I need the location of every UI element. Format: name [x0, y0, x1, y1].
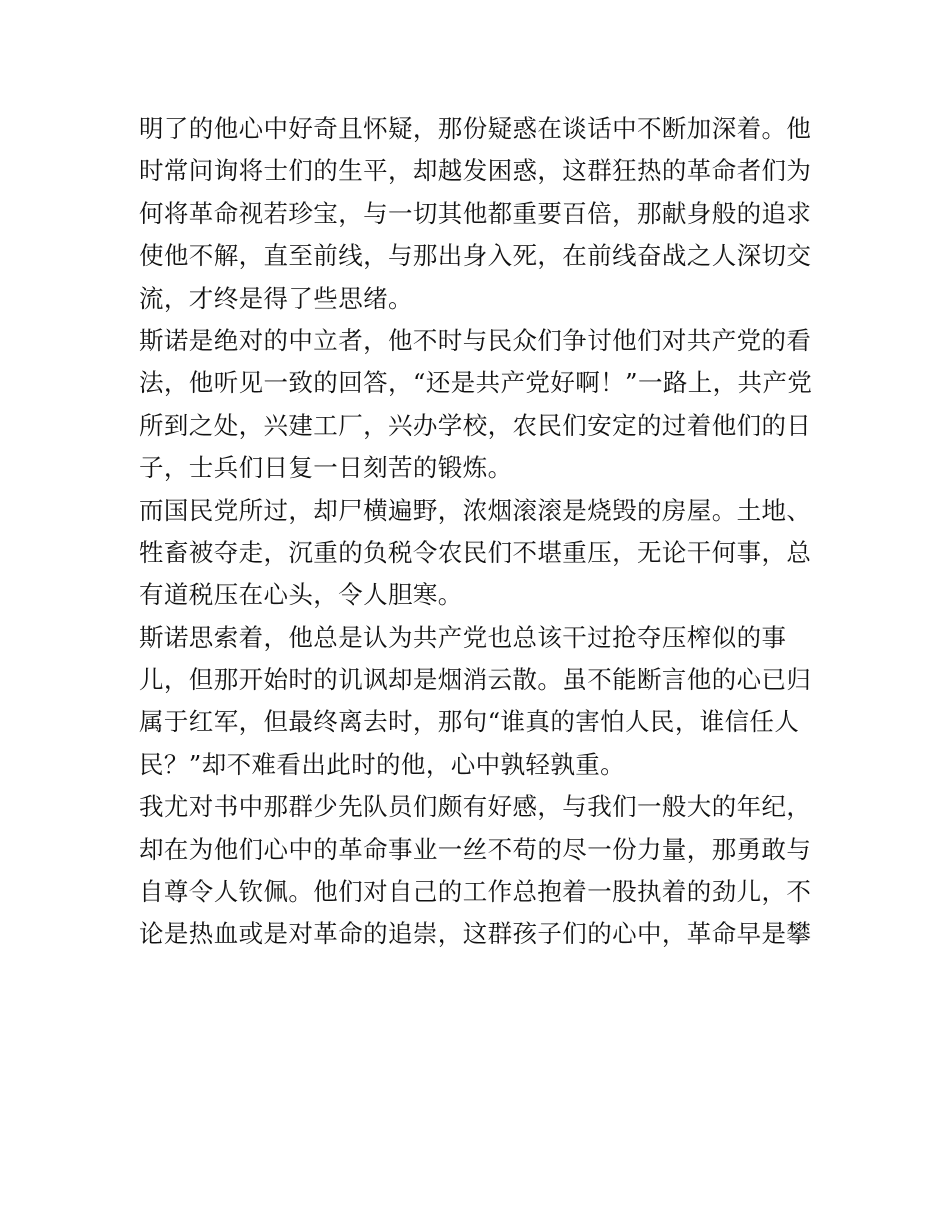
text-line: 论是热血或是对革命的追崇，这群孩子们的心中，革命早是攀	[139, 919, 812, 949]
text-line: 而国民党所过，却尸横遍野，浓烟滚滚是烧毁的房屋。土地、	[139, 495, 812, 525]
text-line: 儿，但那开始时的讥讽却是烟消云散。虽不能断言他的心已归	[139, 665, 812, 695]
paragraph-2	[139, 320, 817, 490]
text-line: 属于红军，但最终离去时，那句“谁真的害怕人民，谁信任人	[139, 707, 800, 737]
text-line: 所到之处，兴建工厂，兴办学校，农民们安定的过着他们的日	[139, 410, 812, 440]
text-line: 何将革命视若珍宝，与一切其他都重要百倍，那献身般的追求	[139, 198, 812, 228]
text-line: 流，才终是得了些思绪。	[139, 283, 413, 313]
text-line: 牲畜被夺走，沉重的负税令农民们不堪重压，无论干何事，总	[139, 537, 812, 567]
text-line: 却在为他们心中的革命事业一丝不苟的尽一份力量，那勇敢与	[139, 834, 812, 864]
paragraph-3	[139, 490, 817, 617]
text-line: 斯诺思索着，他总是认为共产党也总该干过抢夺压榨似的事	[139, 622, 787, 652]
text-line: 自尊令人钦佩。他们对自己的工作总抱着一股执着的劲儿，不	[139, 877, 812, 907]
text-line: 斯诺是绝对的中立者，他不时与民众们争讨他们对共产党的看	[139, 325, 812, 355]
document-body	[139, 108, 817, 956]
paragraph-4	[139, 617, 817, 787]
text-line: 时常问询将士们的生平，却越发困惑，这群狂热的革命者们为	[139, 156, 812, 186]
paragraph-5	[139, 786, 817, 956]
text-line: 民？”却不难看出此时的他，心中孰轻孰重。	[139, 749, 626, 779]
paragraph-1	[139, 108, 817, 320]
text-line: 明了的他心中好奇且怀疑，那份疑惑在谈话中不断加深着。他	[139, 114, 812, 143]
text-line: 我尤对书中那群少先队员们颇有好感，与我们一般大的年纪，	[139, 792, 812, 822]
text-line: 法，他听见一致的回答，“还是共产党好啊！”一路上，共产党	[139, 368, 813, 398]
text-line: 子，士兵们日复一日刻苦的锻炼。	[139, 453, 513, 483]
text-line: 使他不解，直至前线，与那出身入死，在前线奋战之人深切交	[139, 241, 812, 271]
text-line: 有道税压在心头，令人胆寒。	[139, 580, 463, 610]
